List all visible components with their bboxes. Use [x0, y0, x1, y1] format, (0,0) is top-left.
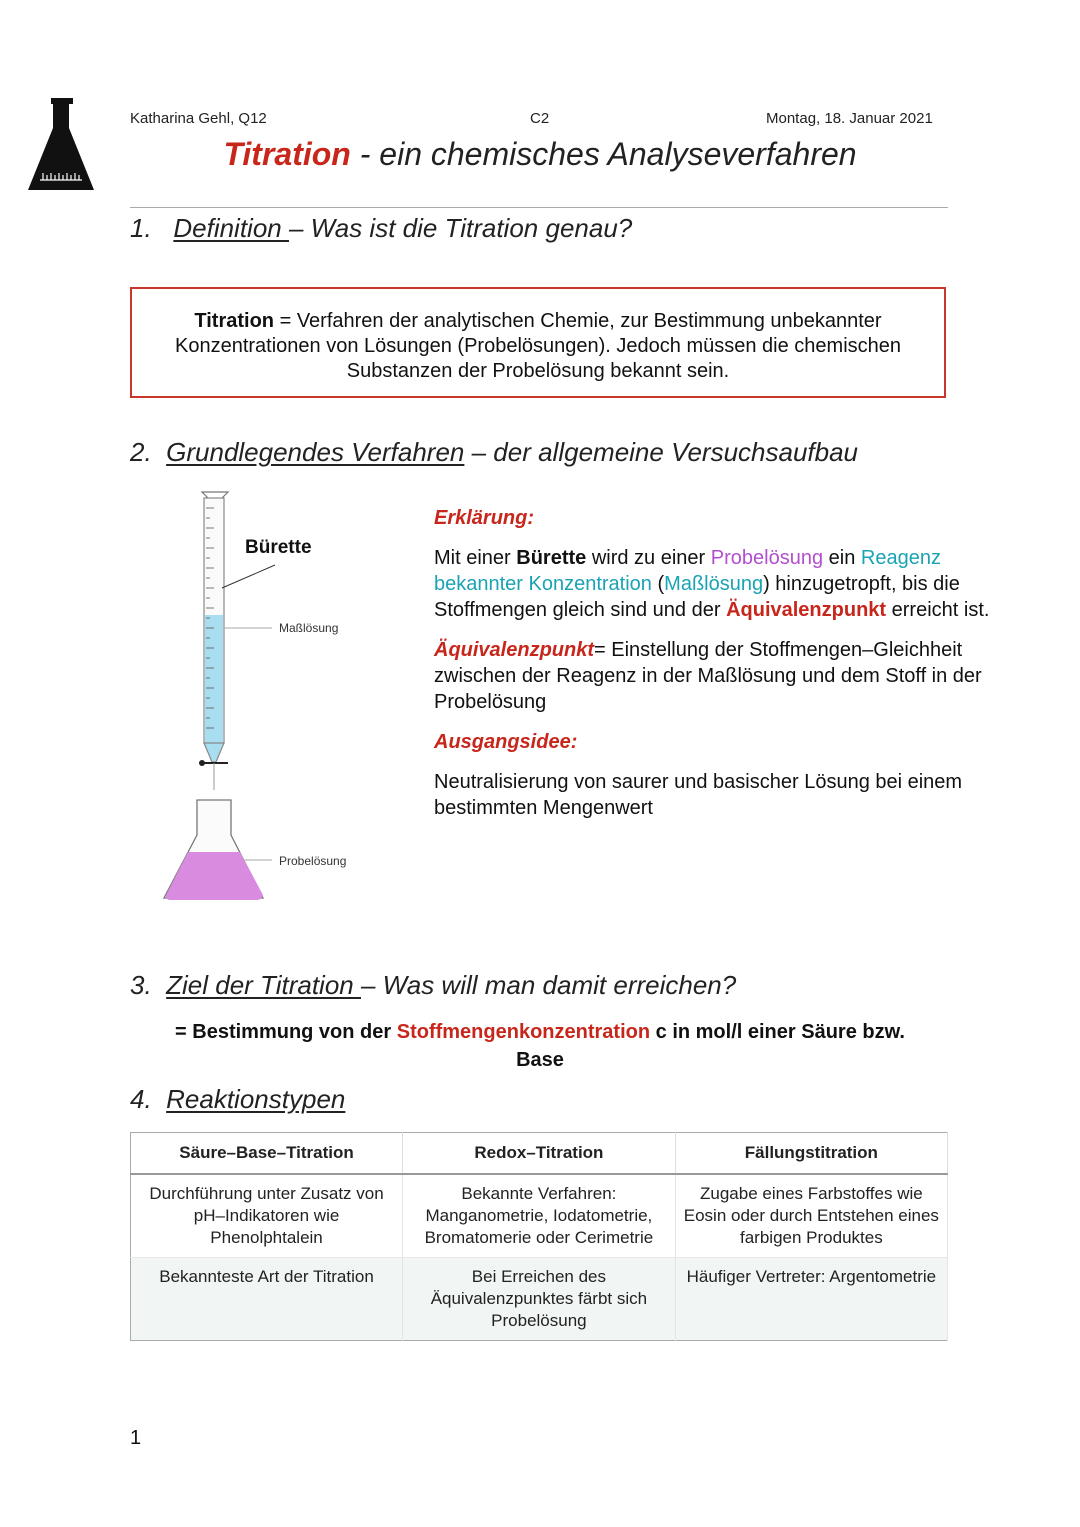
- table-header-row: [131, 1133, 948, 1175]
- idea-text: Neutralisierung von saurer und basischer Lösung bei einem bestimmten Mengenwert: [434, 771, 963, 819]
- page-number: 1: [130, 1427, 142, 1449]
- table-row: [131, 1174, 948, 1258]
- goal-statement: = Bestimmung von der Stoffmengenkonzentration c in mol/l einer Säure bzw. Base: [175, 1021, 905, 1071]
- table-header: Fällungstitration: [675, 1133, 947, 1175]
- burette-label: Bürette: [245, 537, 312, 558]
- table-cell: Bekannte Verfahren: Manganometrie, Iodatometrie, Bromatomerie oder Cerimetrie: [403, 1174, 676, 1258]
- table-cell: Bekannteste Art der Titration: [131, 1258, 403, 1341]
- course-label: C2: [530, 110, 550, 127]
- page-title: Titration - ein chemisches Analyseverfahren: [223, 136, 857, 172]
- section-2-heading: 2. Grundlegendes Verfahren – der allgemeine Versuchsaufbau: [130, 437, 859, 467]
- table-cell: Durchführung unter Zusatz von pH–Indikatoren wie Phenolphtalein: [131, 1174, 403, 1258]
- definition-box: Titration = Verfahren der analytischen Chemie, zur Bestimmung unbekannter Konzentrationen von Lösungen (Probelösungen). Jedoch müssen die chemischen Substanzen der Probelösung bekannt sein.: [130, 287, 946, 398]
- idea-heading: Ausgangsidee:: [434, 731, 578, 753]
- table-cell: Häufiger Vertreter: Argentometrie: [675, 1258, 947, 1341]
- section-4-heading: 4. Reaktionstypen: [130, 1084, 346, 1114]
- header-divider: [130, 207, 948, 208]
- date-label: Montag, 18. Januar 2021: [766, 110, 933, 127]
- equivalence-definition: Äquivalenzpunkt= Einstellung der Stoffmengen–Gleichheit zwischen der Reagenz in der Maßlösung und dem Stoff in der Probelösung: [434, 639, 982, 713]
- table-cell: Bei Erreichen des Äquivalenzpunktes färbt sich Probelösung: [403, 1258, 676, 1341]
- titrant-label: Maßlösung: [279, 621, 339, 635]
- sample-label: Probelösung: [279, 854, 347, 868]
- table-cell: Zugabe eines Farbstoffes wie Eosin oder durch Entstehen eines farbigen Produktes: [675, 1174, 947, 1258]
- table-header: Redox–Titration: [403, 1133, 676, 1175]
- explanation-text: Mit einer Bürette wird zu einer Probelösung ein Reagenz bekannter Konzentration (Maßlösung) hinzugetropft, bis die Stoffmengen gleich sind und der Äquivalenzpunkt erreicht ist.: [434, 547, 990, 621]
- author-label: Katharina Gehl, Q12: [130, 110, 267, 127]
- explanation-heading: Erklärung:: [434, 507, 535, 529]
- explanation-block: [434, 505, 1034, 821]
- table-header: Säure–Base–Titration: [131, 1133, 403, 1175]
- reaction-types-table: [130, 1132, 948, 1341]
- table-row: [131, 1258, 948, 1341]
- section-3-heading: 3. Ziel der Titration – Was will man damit erreichen?: [130, 970, 737, 1000]
- section-1-heading: 1. Definition – Was ist die Titration genau?: [130, 213, 633, 243]
